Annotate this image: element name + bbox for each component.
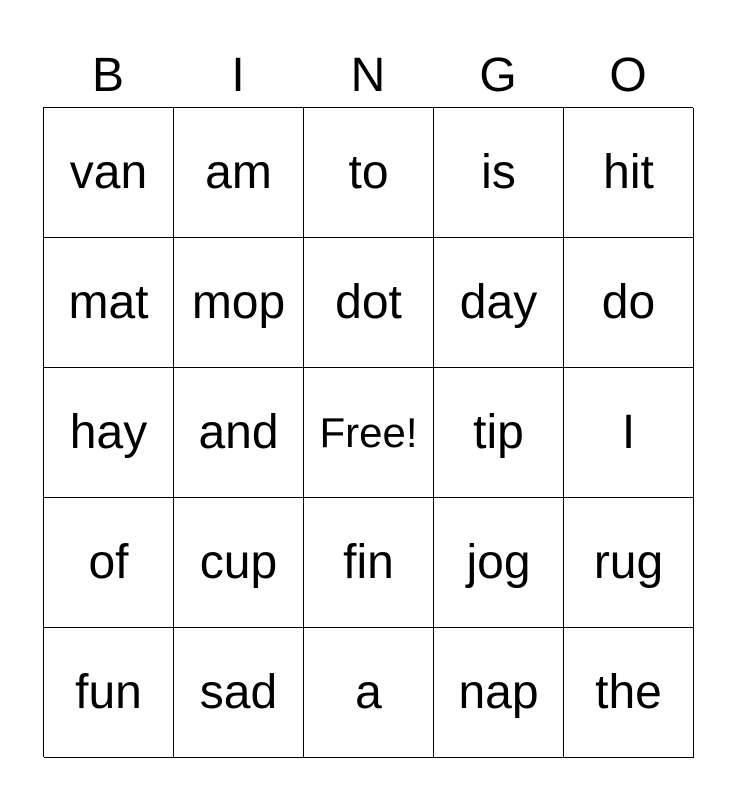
bingo-cell[interactable]: the	[564, 628, 694, 758]
bingo-cell[interactable]: am	[174, 108, 304, 238]
bingo-cell[interactable]: mop	[174, 238, 304, 368]
free-space-cell[interactable]: Free!	[304, 368, 434, 498]
bingo-cell[interactable]: mat	[44, 238, 174, 368]
bingo-cell[interactable]: tip	[434, 368, 564, 498]
bingo-cell[interactable]: a	[304, 628, 434, 758]
bingo-header	[43, 44, 693, 108]
bingo-cell[interactable]: I	[564, 368, 694, 498]
bingo-cell[interactable]: jog	[434, 498, 564, 628]
header-letter-n: N	[350, 49, 386, 102]
bingo-cell[interactable]: sad	[174, 628, 304, 758]
bingo-cell[interactable]: fun	[44, 628, 174, 758]
bingo-cell[interactable]: dot	[304, 238, 434, 368]
bingo-cell[interactable]: fin	[304, 498, 434, 628]
header-letter-g: G	[479, 49, 517, 102]
bingo-cell[interactable]: van	[44, 108, 174, 238]
bingo-cell[interactable]: hit	[564, 108, 694, 238]
bingo-cell[interactable]: of	[44, 498, 174, 628]
header-letter-b: B	[91, 49, 124, 102]
bingo-cell[interactable]: do	[564, 238, 694, 368]
bingo-cell[interactable]: nap	[434, 628, 564, 758]
header-letter-i: I	[231, 49, 245, 102]
bingo-cell[interactable]: day	[434, 238, 564, 368]
bingo-cell[interactable]: to	[304, 108, 434, 238]
header-letter-o: O	[609, 49, 647, 102]
bingo-cell[interactable]: and	[174, 368, 304, 498]
bingo-cell[interactable]: rug	[564, 498, 694, 628]
bingo-board	[43, 107, 693, 757]
bingo-cell[interactable]: cup	[174, 498, 304, 628]
bingo-cell[interactable]: is	[434, 108, 564, 238]
bingo-cell[interactable]: hay	[44, 368, 174, 498]
